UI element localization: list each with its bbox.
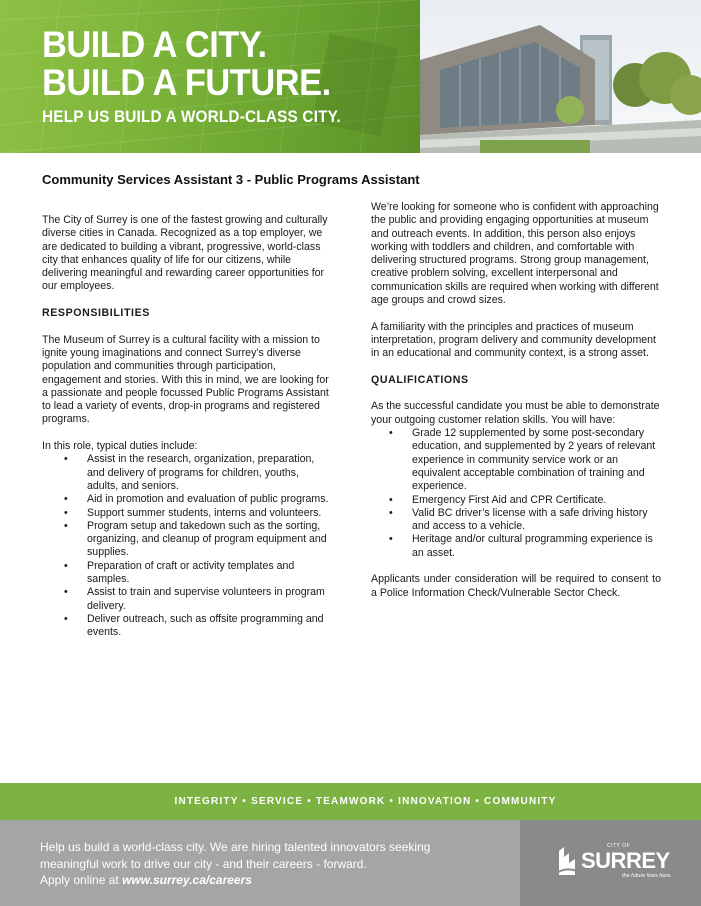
surrey-logo-icon [555,843,579,877]
qualification-item: • Grade 12 supplemented by some post-secondary education, and supplemented by 2 years of relevant experience in community service work or an equivalent acceptable combination of training and experience. [371,427,661,493]
duty-item: • Support summer students, interns and volunteers. [42,507,332,520]
qualification-item: • Valid BC driver’s license with a safe driving history and access to a vehicle. [371,507,661,534]
intro-paragraph: The City of Surrey is one of the fastest growing and culturally diverse cities in Canada. Recognized as a top employer, we are dedicated to building a vibrant, progressive, world-class city that enhances quality of life for our citizens, while delivering meaningful and rewarding career opportunities for our employees. [42,214,328,293]
footer-line-1: Help us build a world-class city. We are hiring talented innovators seeking [40,840,431,854]
city-photo [420,0,701,153]
footer-message [40,839,430,889]
left-column [42,214,332,653]
headline-line-2: BUILD A FUTURE. [42,62,331,103]
footer-apply-line [40,872,430,889]
duty-item: • Program setup and takedown such as the sorting, organizing, and cleanup of program equipment and supplies. [42,520,332,560]
duties-list [42,453,332,639]
apply-prefix: Apply online at [40,873,123,887]
logo-city-label: CITY OF [607,843,631,849]
job-title: Community Services Assistant 3 - Public Programs Assistant [42,172,420,187]
qualifications-list [371,427,661,560]
consent-paragraph: Applicants under consideration will be required to consent to a Police Information Check/Vulnerable Sector Check. [371,573,661,599]
duty-item: • Aid in promotion and evaluation of public programs. [42,493,332,506]
qualification-item: • Emergency First Aid and CPR Certificate. [371,494,661,507]
banner-headline [42,26,363,127]
museum-paragraph: The Museum of Surrey is a cultural facility with a mission to ignite young imaginations and connect Surrey’s diverse population and communities through participation, engagement and stories. With this in mind, we are looking for a passionate and people focussed Public Programs Assistant to lead a variety of events, drop-in programs and registered programs. [42,333,329,426]
headline-line-1: BUILD A CITY. [42,24,267,65]
qualifications-intro: As the successful candidate you must be able to demonstrate your outgoing customer relation skills. You will have: [371,400,660,426]
headline-subtitle: HELP US BUILD A WORLD-CLASS CITY. [42,108,341,126]
looking-paragraph: We’re looking for someone who is confident with approaching the public and providing engaging opportunities at museum and outreach events. In addition, this person also enjoys working with toddlers and children, and comfortable with delivering structured programs. Strong group management, creative problem solving, excellent interpersonal and communication skills are required when working with different age groups and crowd sizes. [371,201,659,307]
duty-item: • Assist to train and supervise volunteers in program delivery. [42,586,332,613]
header-banner [0,0,701,153]
qualifications-heading: QUALIFICATIONS [371,373,469,386]
values-text: INTEGRITY • SERVICE • TEAMWORK • INNOVATION • COMMUNITY [174,796,557,807]
duty-item: • Assist in the research, organization, preparation, and delivery of programs for children, youths, adults, and seniors. [42,453,332,493]
duty-item: • Preparation of craft or activity templates and samples. [42,560,332,587]
familiarity-paragraph: A familiarity with the principles and practices of museum interpretation, program delivery and community development in an educational and community context, is a strong asset. [371,320,656,360]
qualification-item: • Heritage and/or cultural programming experience is an asset. [371,533,661,560]
right-column [371,201,661,613]
values-bar [0,783,701,820]
responsibilities-heading: RESPONSIBILITIES [42,307,150,320]
logo-tagline: the future lives here. [622,873,672,879]
footer-line-2: meaningful work to drive our city - and their careers - forward. [40,856,367,871]
duty-item: • Deliver outreach, such as offsite programming and events. [42,613,332,640]
careers-link[interactable]: www.surrey.ca/careers [122,873,252,887]
logo-wordmark: SURREY [581,848,670,873]
duties-intro: In this role, typical duties include: [42,440,198,453]
